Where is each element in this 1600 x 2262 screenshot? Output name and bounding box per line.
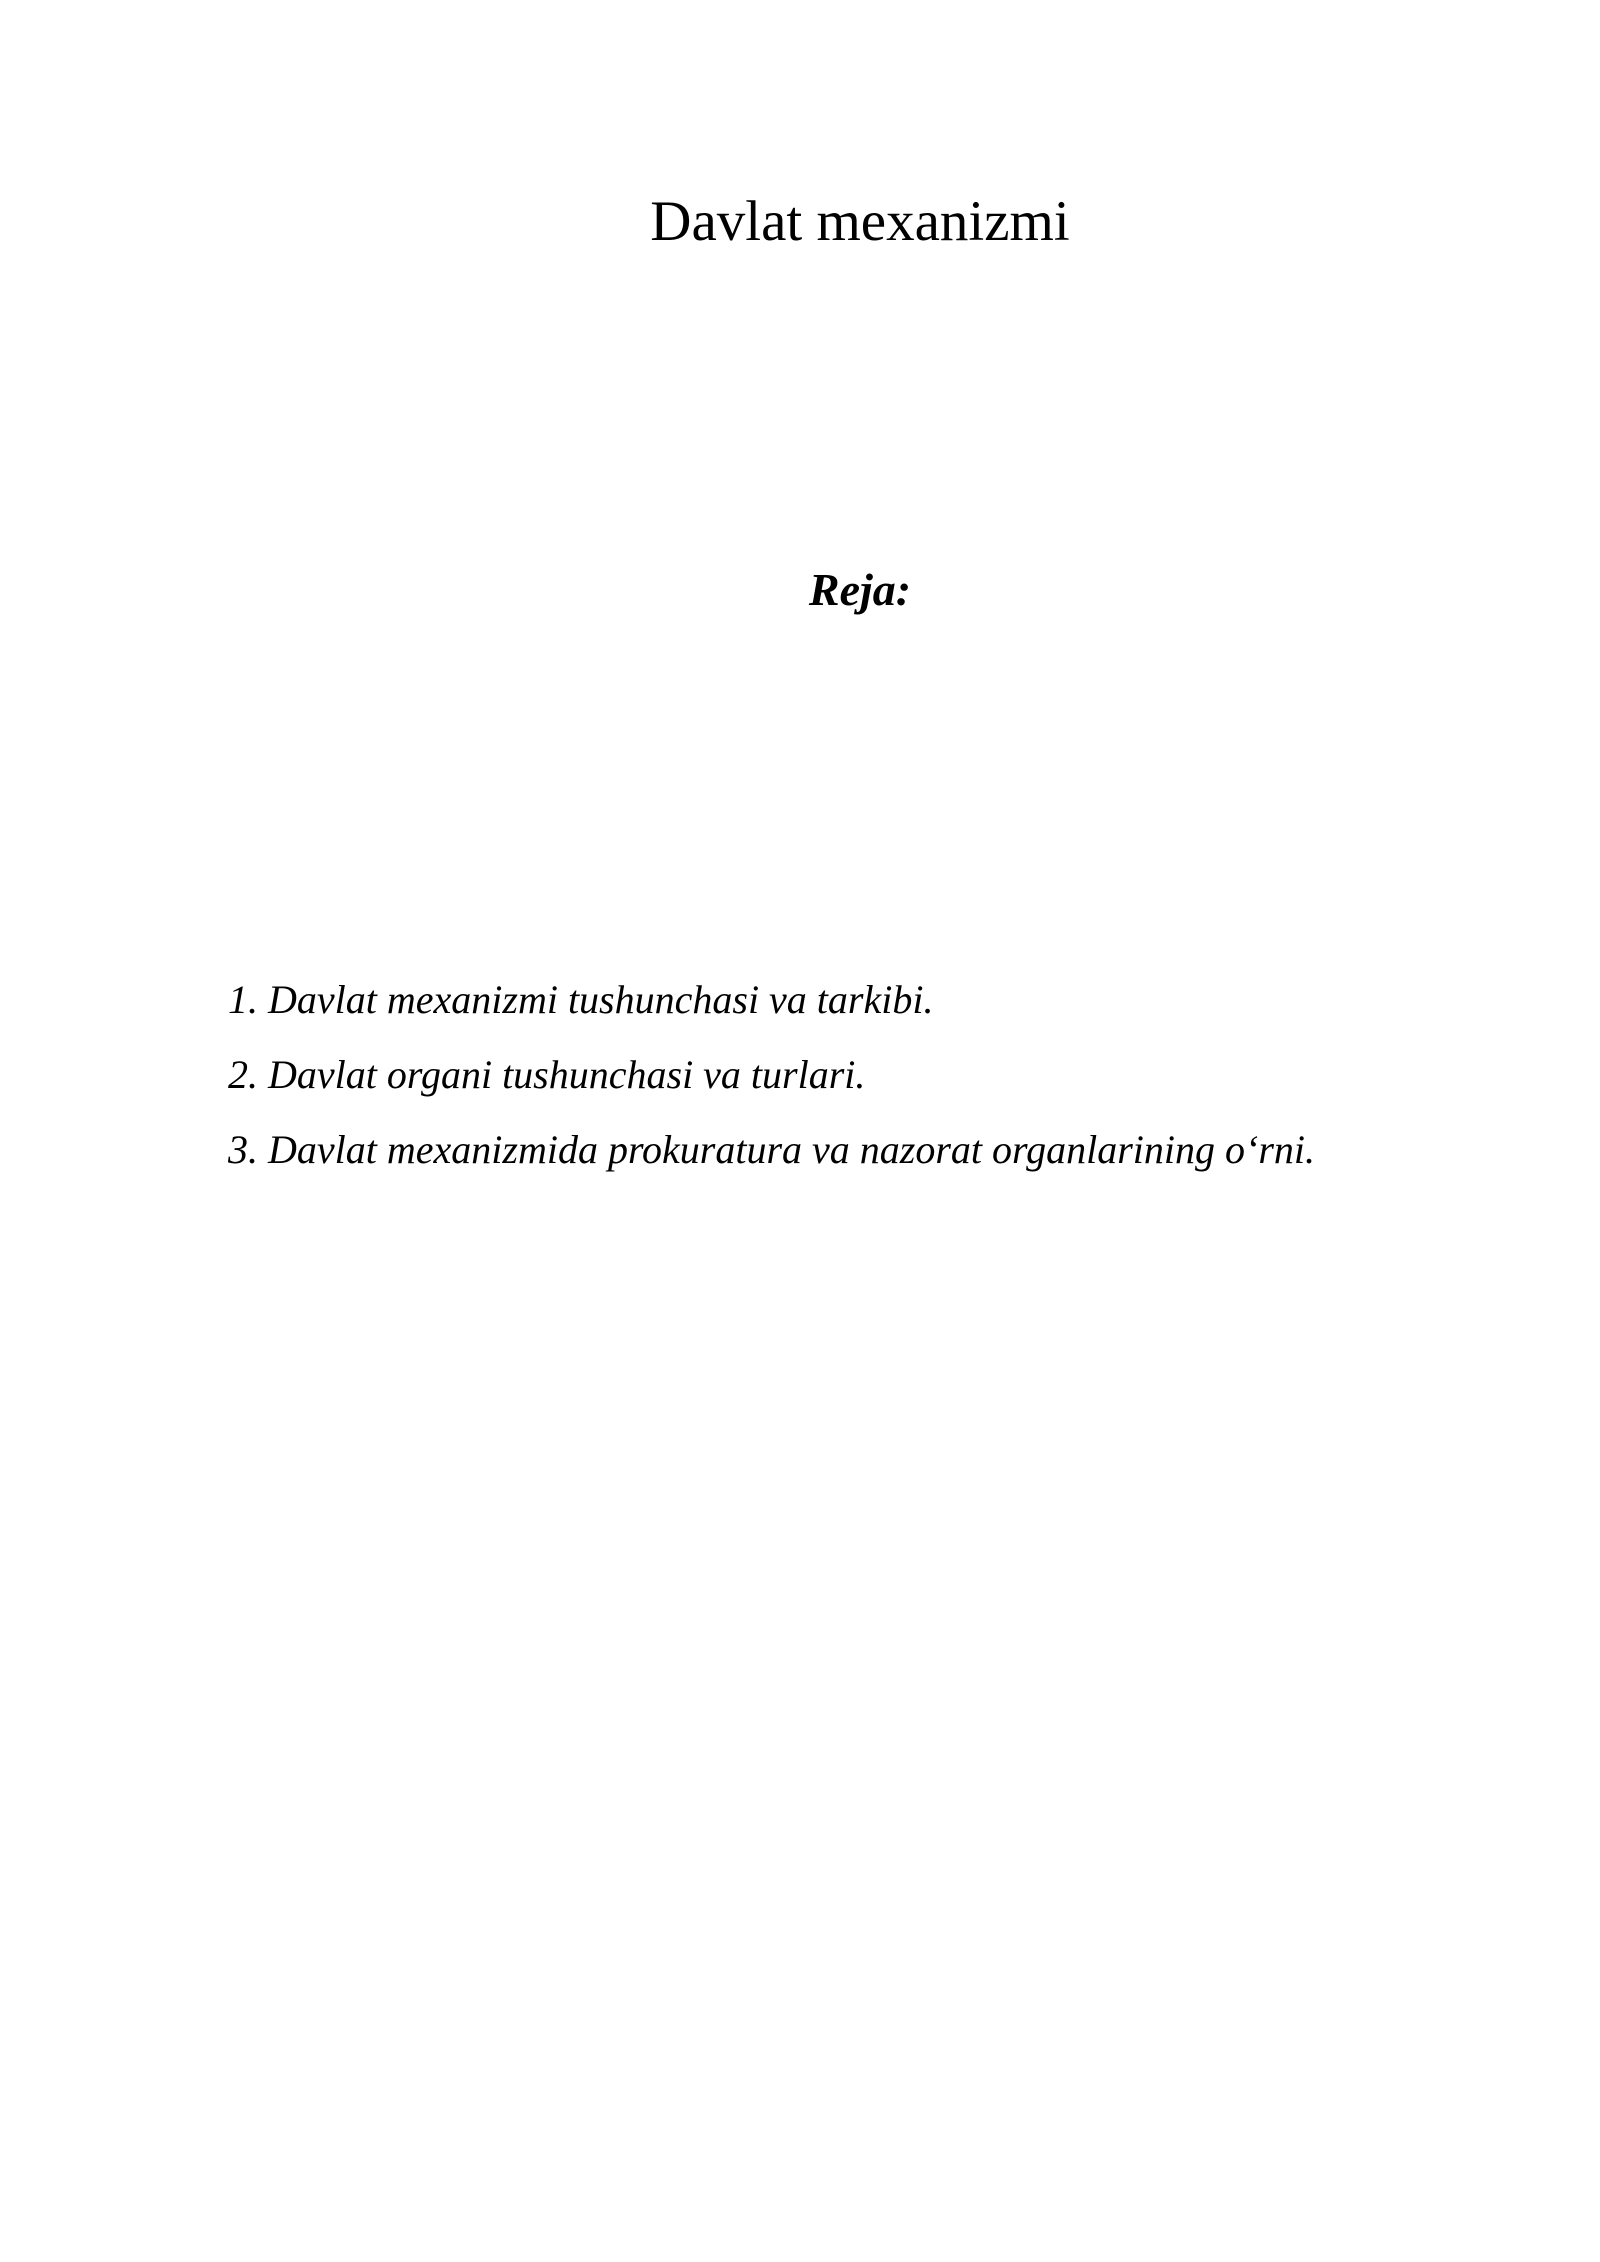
plan-item-text: Davlat mexanizmi tushunchasi va tarkibi.: [268, 977, 934, 1022]
plan-list: [228, 976, 1315, 1201]
plan-item-text: Davlat mexanizmida prokuratura va nazorat organlarining o‘rni.: [268, 1127, 1316, 1172]
plan-item-number: 1.: [228, 977, 258, 1022]
document-title: Davlat mexanizmi: [650, 190, 1070, 253]
plan-item: [228, 1126, 1315, 1174]
plan-heading: Reja:: [808, 564, 912, 615]
plan-item: [228, 976, 1315, 1024]
plan-item-number: 2.: [228, 1052, 258, 1097]
plan-item: [228, 1051, 1315, 1099]
plan-item-number: 3.: [228, 1127, 258, 1172]
plan-item-text: Davlat organi tushunchasi va turlari.: [268, 1052, 866, 1097]
